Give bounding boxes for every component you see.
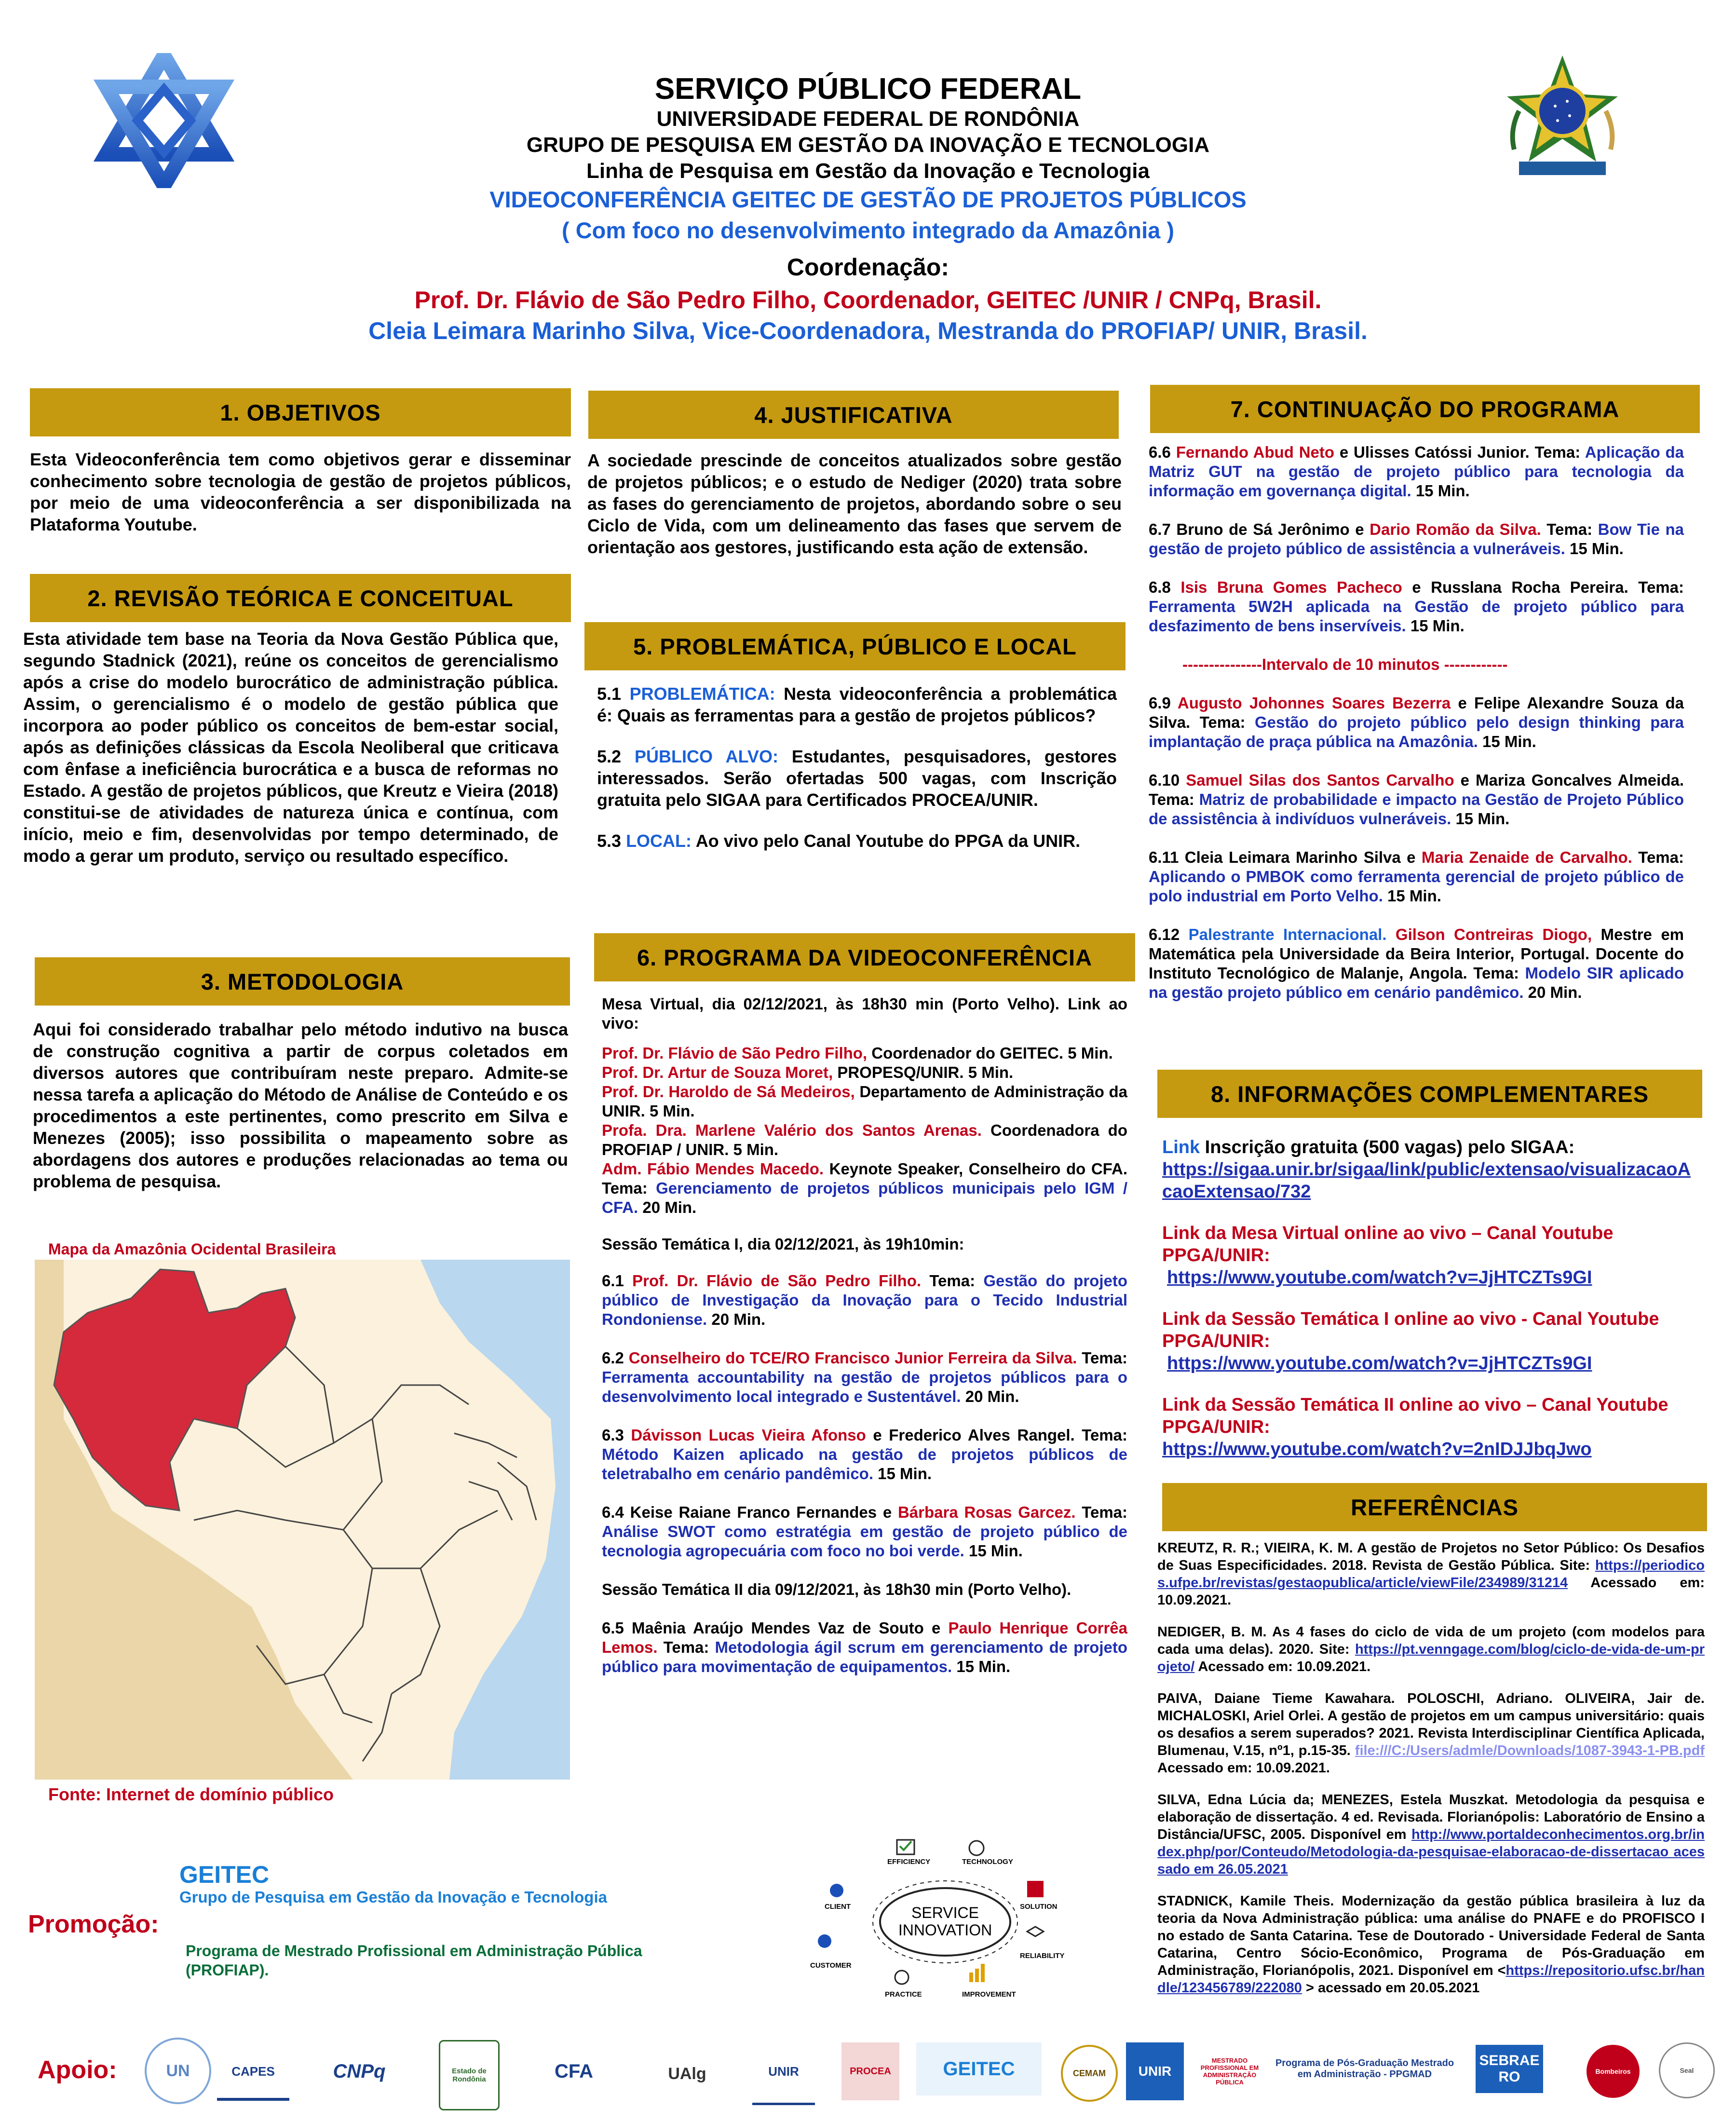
improvement-label: IMPROVEMENT [962, 1990, 1016, 1999]
reference-link[interactable]: file:///C:/Users/admle/Downloads/1087-3943-1-PB.pdf [1355, 1743, 1705, 1758]
audience-number: 5.2 [597, 747, 622, 766]
technology-label: TECHNOLOGY [962, 1858, 1013, 1866]
item-number: 6.10 [1149, 771, 1186, 789]
co-speaker: e Felipe Alexandre Souza da Silva. Tema: [1149, 694, 1684, 731]
reference-access: Acessado em: 10.09.2021. [1194, 1659, 1371, 1674]
mesa-link-label: Link da Mesa Virtual online ao vivo – Canal Youtube PPGA/UNIR: [1162, 1223, 1614, 1265]
solution-label: SOLUTION [1020, 1903, 1058, 1911]
talk-theme: Ferramenta accountability na gestão de projetos públicos para o desenvolvimento local integrado e Sustentável. [602, 1368, 1127, 1405]
speaker-name: Gilson Contreiras Diogo, [1386, 925, 1592, 943]
talk-duration: 15 Min. [1478, 733, 1536, 750]
justification-text: A sociedade prescinde de conceitos atualizados sobre gestão de projetos públicos; e o estudo de Nediger (2020) trata sobre as fases do gerenciamento de projetos, abordando sobre o seu Ciclo de Vida, com um delineamento das fases que servem de orientação aos gestores, justificando esta ação de extensão. [587, 450, 1122, 557]
theme-label: Tema: [1541, 520, 1598, 538]
objectives-text: Esta Videoconferência tem como objetivos gerar e disseminar conhecimento sobre tecnologia de gestão de projetos públicos, por meio de uma videoconferência a ser disponibilizada na Plataforma Youtube. [30, 449, 571, 534]
talk-duration: 15 Min. [964, 1542, 1023, 1560]
co-speaker: e Mariza Goncalves Almeida. Tema: [1149, 771, 1684, 808]
ualg-logo: UAlg [668, 2064, 706, 2083]
info-sigaa-label: Inscrição gratuita (500 vagas) pelo SIGAA: [1200, 1137, 1575, 1157]
reference-text: SILVA, Edna Lúcia da; MENEZES, Estela Muszkat. Metodologia da pesquisa e elaboração de dissertação. 4 ed. Revisada. Florianópolis: Laboratório de Ensino a Distância/UFSC, 2005. Disponível em [1157, 1792, 1705, 1842]
talk-duration: 20 Min. [707, 1310, 766, 1328]
map-source: Fonte: Internet de domínio público [48, 1784, 334, 1804]
client-label: CLIENT [825, 1903, 851, 1911]
section-justification-title: 4. JUSTIFICATIVA [588, 391, 1119, 439]
talk-duration: 20 Min. [638, 1198, 697, 1216]
mesa-virtual: Mesa Virtual, dia 02/12/2021, às 18h30 min (Porto Velho). Link ao vivo: [602, 995, 1127, 1032]
problem-block [597, 683, 1117, 852]
session1-link-label: Link da Sessão Temática I online ao vivo - Canal Youtube PPGA/UNIR: [1162, 1309, 1659, 1351]
talk-duration: 20 Min. [961, 1387, 1019, 1405]
theme-label: Tema: [1077, 1349, 1127, 1367]
speaker-name: Dávisson Lucas Vieira Afonso [631, 1426, 866, 1444]
location-text: Ao vivo pelo Canal Youtube do PPGA da UNIR. [695, 831, 1081, 851]
seal-logo: Seal [1659, 2042, 1715, 2098]
rondonia-logo: Estado de Rondônia [439, 2040, 500, 2110]
speaker-name: Profa. Dra. Marlene Valério dos Santos Arenas. [602, 1121, 982, 1139]
talk-theme: Matriz de probabilidade e impacto na Gestão de Projeto Público de assistência à indivíduos vulneráveis. [1149, 790, 1684, 828]
unir-logo: UNIR [1126, 2042, 1184, 2100]
co-speaker: e Frederico Alves Rangel. Tema: [866, 1426, 1127, 1444]
coordination-label: Coordenação: [787, 254, 949, 281]
speaker-role: Departamento de Administração da UNIR. 5 Min. [602, 1083, 1127, 1120]
customer-label: CUSTOMER [810, 1961, 852, 1970]
talk-theme: Ferramenta 5W2H aplicada na Gestão de projeto público para desfazimento de bens inservíveis. [1149, 598, 1684, 635]
talk-duration: 15 Min. [1411, 482, 1470, 500]
reference-link[interactable]: https://pt.venngage.com/blog/ciclo-de-vida-de-um-projeto/ [1157, 1642, 1705, 1674]
problem-label: PROBLEMÁTICA: [629, 684, 775, 704]
theme-label: Tema: [1632, 848, 1684, 866]
ppgmad-logo: Programa de Pós-Graduação Mestrado em Administração - PPGMAD [1275, 2058, 1454, 2080]
cemam-logo: CEMAM [1061, 2045, 1118, 2102]
reference-link[interactable]: https://repositorio.ufsc.br/handle/123456789/222080 [1157, 1963, 1705, 1996]
talk-duration: 15 Min. [952, 1658, 1011, 1675]
speaker-role: Coordenador do GEITEC. 5 Min. [867, 1044, 1113, 1062]
audience-text: Estudantes, pesquisadores, gestores interessados. Serão ofertadas 500 vagas, com Inscrição gratuita pelo SIGAA para Certificados PROCEA/UNIR. [597, 747, 1117, 810]
talk-theme: Gerenciamento de projetos públicos municipais pelo IGM / CFA. [602, 1179, 1127, 1216]
speaker-role: Keynote Speaker, Conselheiro do CFA. Tema: [602, 1160, 1127, 1197]
speaker-name: Prof. Dr. Haroldo de Sá Medeiros, [602, 1083, 855, 1101]
speaker-name: Conselheiro do TCE/RO Francisco Junior Ferreira da Silva. [628, 1349, 1077, 1367]
header-university: UNIVERSIDADE FEDERAL DE RONDÔNIA [656, 107, 1080, 131]
speaker-name: Prof. Dr. Artur de Souza Moret, [602, 1063, 833, 1081]
header-research-line: Linha de Pesquisa em Gestão da Inovação e Tecnologia [586, 159, 1150, 183]
section-theory-title: 2. REVISÃO TEÓRICA E CONCEITUAL [30, 574, 571, 622]
speaker-role: PROPESQ/UNIR. 5 Min. [833, 1063, 1014, 1081]
section-continuation-title: 7. CONTINUAÇÃO DO PROGRAMA [1150, 385, 1700, 433]
amazon-map [35, 1260, 570, 1780]
speaker-name: Augusto Johonnes Soares Bezerra [1177, 694, 1451, 712]
cfa-logo: CFA [555, 2060, 593, 2082]
section-info-title: 8. INFORMAÇÕES COMPLEMENTARES [1157, 1070, 1702, 1118]
section-methodology-title: 3. METODOLOGIA [35, 957, 570, 1006]
unir-star-logo [92, 53, 236, 188]
coordinator: Prof. Dr. Flávio de São Pedro Filho, Coordenador, GEITEC /UNIR / CNPq, Brasil. [414, 286, 1322, 313]
header-research-group: GRUPO DE PESQUISA EM GESTÃO DA INOVAÇÃO E TECNOLOGIA [526, 133, 1210, 157]
reference-text: STADNICK, Kamile Theis. Modernização da gestão pública brasileira à luz da teoria da Nova Administração pública: uma análise do PNAFE e do PROFISCO I no estado de Santa Catarina. Tese de Doutorado - Universidade Federal de Santa Catarina, Centro Sócio-Econômico, Programa de Pós-Graduação em Administração, Florianópolis, 2021. Disponível em < [1157, 1893, 1705, 1978]
profiap-logo: MESTRADO PROFISSIONAL EM ADMINISTRAÇÃO PÚBLICA [1200, 2057, 1259, 2086]
item-number: 6.6 [1149, 443, 1176, 461]
speaker-name: Adm. Fábio Mendes Macedo. [602, 1160, 824, 1178]
firefighters-logo: Bombeiros [1587, 2045, 1640, 2098]
problem-text: Nesta videoconferência a problemática é: Quais as ferramentas para a gestão de projetos públicos? [597, 684, 1117, 725]
international-speaker-label: Palestrante Internacional. [1188, 925, 1387, 943]
header-event-title: VIDEOCONFERÊNCIA GEITEC DE GESTÃO DE PROJETOS PÚBLICOS [489, 187, 1247, 212]
co-speaker: 6.4 Keise Raiane Franco Fernandes e [602, 1503, 898, 1521]
session-2-label: Sessão Temática II dia 09/12/2021, às 18h30 min (Porto Velho). [602, 1580, 1071, 1598]
reference-link[interactable]: https://periodicos.ufpe.br/revistas/gestaopublica/article/viewFile/234989/31214 [1157, 1558, 1705, 1591]
promotion-label: Promoção: [28, 1910, 159, 1938]
talk-theme: Gestão do projeto público pelo design thinking para implantação de praça pública na Amazônia. [1149, 713, 1684, 750]
info-link-word: Link [1162, 1137, 1200, 1157]
talk-theme: Modelo SIR aplicado na gestão projeto público em cenário pandêmico. [1149, 964, 1684, 1001]
reference-access: Acessado em: 10.09.2021. [1157, 1575, 1705, 1608]
session-1-label: Sessão Temática I, dia 02/12/2021, às 19h10min: [602, 1235, 964, 1253]
speaker-name: Dario Romão da Silva. [1370, 520, 1541, 538]
header-title: SERVIÇO PÚBLICO FEDERAL [654, 72, 1082, 106]
mesa-youtube-link[interactable]: https://www.youtube.com/watch?v=JjHTCZTs9GI [1167, 1267, 1592, 1288]
co-speaker: e Ulisses Catóssi Junior. Tema: [1334, 443, 1585, 461]
speaker-name: Maria Zenaide de Carvalho. [1421, 848, 1632, 866]
talk-duration: 15 Min. [1406, 617, 1465, 635]
talk-theme: Método Kaizen aplicado na gestão de projetos públicos de teletrabalho em cenário pandêmico. [602, 1445, 1127, 1483]
reference-access: > acessado em 20.05.2021 [1302, 1980, 1480, 1996]
item-number: 6.12 [1149, 925, 1189, 943]
item-number: 6.9 [1149, 694, 1178, 712]
co-speaker: 6.11 Cleia Leimara Marinho Silva e [1149, 848, 1422, 866]
speaker-name: Isis Bruna Gomes Pacheco [1180, 578, 1402, 596]
theory-text: Esta atividade tem base na Teoria da Nova Gestão Pública que, segundo Stadnick (2021), reúne os conceitos de gerencialismo após a crise do modelo burocrático de administração pública. Assim, o gerencialismo é o modelo de gestão pública que incorpora ao poder público os conceitos de bem-estar social, após as definições clássicas da Escola Neoliberal que criticava com ênfase a ineficiência burocrática e a busca de reformas no Estado. A gestão de projetos públicos, que Kreutz e Vieira (2018) constitui-se de atividades de natureza única e contínua, com início, meio e fim, desenvolvidas por tempo determinado, de modo a gerar um produto, serviço ou resultado específico. [23, 629, 558, 866]
program-block [602, 994, 1127, 1676]
section-problem-title: 5. PROBLEMÁTICA, PÚBLICO E LOCAL [584, 622, 1126, 670]
co-speaker: 6.5 Maênia Araújo Mendes Vaz de Souto e [602, 1619, 949, 1637]
section-objectives-title: 1. OBJETIVOS [30, 388, 571, 436]
talk-theme: Aplicação da Matriz GUT na gestão de projeto público para tecnologia da informação em governança digital. [1149, 443, 1684, 500]
service-innovation-label: INNOVATION [898, 1921, 992, 1939]
continuation-block [1149, 443, 1684, 1002]
geitec-logo: GEITEC [916, 2042, 1042, 2095]
interval-notice: ---------------Intervalo de 10 minutos ------------ [1182, 655, 1508, 673]
item-number: 6.2 [602, 1349, 629, 1367]
reference-text: KREUTZ, R. R.; VIEIRA, K. M. A gestão de Projetos no Setor Público: Os Desafios de Suas Especificidades. 2018. Revista de Gestão Pública. Site: [1157, 1540, 1705, 1573]
talk-theme: Bow Tie na gestão de projeto público de assistência a vulneráveis. [1149, 520, 1684, 558]
section-references-title: REFERÊNCIAS [1162, 1483, 1707, 1531]
talk-theme: Gestão do projeto público de Investigação da Inovação para o Tecido Industrial Rondoniense. [602, 1272, 1127, 1328]
sigaa-link[interactable]: https://sigaa.unir.br/sigaa/link/public/extensao/visualizacaoAcaoExtensao/732 [1162, 1159, 1691, 1202]
speaker-name: Bárbara Rosas Garcez. [897, 1503, 1076, 1521]
session2-youtube-link[interactable]: https://www.youtube.com/watch?v=2nIDJJbqJwo [1162, 1439, 1592, 1459]
speaker-role: Coordenadora do PROFIAP / UNIR. 5 Min. [602, 1121, 1127, 1158]
session2-link-label: Link da Sessão Temática II online ao vivo – Canal Youtube PPGA/UNIR: [1162, 1395, 1668, 1437]
capes-logo: CAPES [217, 2045, 289, 2101]
talk-duration: 15 Min. [1565, 540, 1624, 558]
service-innovation-label: SERVICE [911, 1904, 979, 1921]
reference-access: Acessado em: 10.09.2021. [1157, 1760, 1330, 1776]
talk-duration: 15 Min. [1383, 887, 1441, 905]
speaker-bio: Mestre em Matemática pela Universidade da Beira Interior, Portugal. Docente do Instituto Tecnológico de Malanje, Angola. Tema: [1149, 925, 1684, 982]
geitec-title: GEITEC [179, 1861, 270, 1888]
talk-duration: 20 Min. [1523, 983, 1582, 1001]
location-number: 5.3 [597, 831, 622, 851]
service-innovation-diagram [800, 1837, 1090, 2001]
procea-logo: PROCEA [841, 2042, 899, 2100]
reference-text: NEDIGER, B. M. As 4 fases do ciclo de vida de um projeto (com modelos para cada uma delas). 2020. Site: [1157, 1624, 1705, 1657]
speaker-name: Fernando Abud Neto [1176, 443, 1335, 461]
speaker-name: Paulo Henrique Corrêa Lemos. [602, 1619, 1127, 1656]
co-speaker: 6.7 Bruno de Sá Jerônimo e [1149, 520, 1370, 538]
cnpq-logo: CNPq [333, 2060, 386, 2082]
profiap-label: Programa de Mestrado Profissional em Administração Pública (PROFIAP). [186, 1942, 642, 1979]
theme-label: Tema: [657, 1638, 715, 1656]
reference-link[interactable]: http://www.portaldeconhecimentos.org.br/index.php/por/Conteudo/Metodologia-da-pesquisae-elaboracao-de-dissertacao acessado em 26.05.2021 [1157, 1827, 1705, 1877]
item-number: 6.3 [602, 1426, 631, 1444]
un-logo: UN [145, 2038, 211, 2104]
audience-label: PÚBLICO ALVO: [635, 747, 778, 766]
header-event-subtitle: ( Com foco no desenvolvimento integrado da Amazônia ) [562, 218, 1174, 243]
talk-duration: 15 Min. [1451, 810, 1510, 828]
info-block [1162, 1136, 1697, 1460]
location-label: LOCAL: [626, 831, 692, 851]
talk-theme: Análise SWOT como estratégia em gestão de projeto público de tecnologia agropecuária com foco no boi verde. [602, 1523, 1127, 1560]
session1-youtube-link[interactable]: https://www.youtube.com/watch?v=JjHTCZTs9GI [1167, 1353, 1592, 1374]
theme-label: Tema: [1075, 1503, 1128, 1521]
item-number: 6.1 [602, 1272, 633, 1290]
section-program-title: 6. PROGRAMA DA VIDEOCONFERÊNCIA [594, 933, 1135, 981]
talk-theme: Metodologia ágil scrum em gerenciamento de projeto público para movimentação de equipamentos. [602, 1638, 1127, 1675]
sebrae-logo: SEBRAE RO [1476, 2045, 1543, 2093]
talk-duration: 15 Min. [873, 1465, 932, 1483]
talk-theme: Aplicando o PMBOK como ferramenta gerencial de projeto público de polo industrial em Porto Velho. [1149, 868, 1684, 905]
map-caption: Mapa da Amazônia Ocidental Brasileira [48, 1240, 336, 1258]
reference-text: PAIVA, Daiane Tieme Kawahara. POLOSCHI, Adriano. OLIVEIRA, Jair de. MICHALOSKI, Ariel Orlei. A gestão de projetos em um campus universitário: quais os desafios a serem superados? 2021. Revista Interdisciplinar Científica Aplicada, Blumenau, V.15, nº1, p.15-35. [1157, 1691, 1705, 1758]
item-number: 6.8 [1149, 578, 1181, 596]
support-label: Apoio: [38, 2056, 117, 2084]
problem-number: 5.1 [597, 684, 622, 704]
geitec-subtitle: Grupo de Pesquisa em Gestão da Inovação e Tecnologia [179, 1888, 607, 1906]
co-speaker: e Russlana Rocha Pereira. Tema: [1402, 578, 1684, 596]
reliability-label: RELIABILITY [1020, 1952, 1065, 1960]
theme-label: Tema: [921, 1272, 984, 1290]
vice-coordinator: Cleia Leimara Marinho Silva, Vice-Coordenadora, Mestranda do PROFIAP/ UNIR, Brasil. [368, 317, 1368, 344]
speaker-name: Prof. Dr. Flávio de São Pedro Filho, [602, 1044, 868, 1062]
efficiency-label: EFFICIENCY [887, 1858, 931, 1866]
practice-label: PRACTICE [885, 1990, 922, 1999]
brazil-coat-of-arms-logo [1500, 53, 1625, 188]
speaker-name: Prof. Dr. Flávio de São Pedro Filho. [632, 1272, 922, 1290]
references-block [1157, 1539, 1705, 1997]
speaker-name: Samuel Silas dos Santos Carvalho [1186, 771, 1454, 789]
unir-building-logo: UNIR [752, 2040, 815, 2105]
methodology-text: Aqui foi considerado trabalhar pelo método indutivo na busca de construção cognitiva a partir de corpus coletados em diversos autores que contribuíram neste preparo. Admite-se nessa tarefa a aplicação do Método de Análise de Conteúdo e os procedimentos a este pertinentes, como prescrito em Silva e Menezes (2005); isso possibilita o mapeamento sobre as abordagens dos autores e produções relacionadas ao tema ou problema de pesquisa. [33, 1020, 568, 1191]
